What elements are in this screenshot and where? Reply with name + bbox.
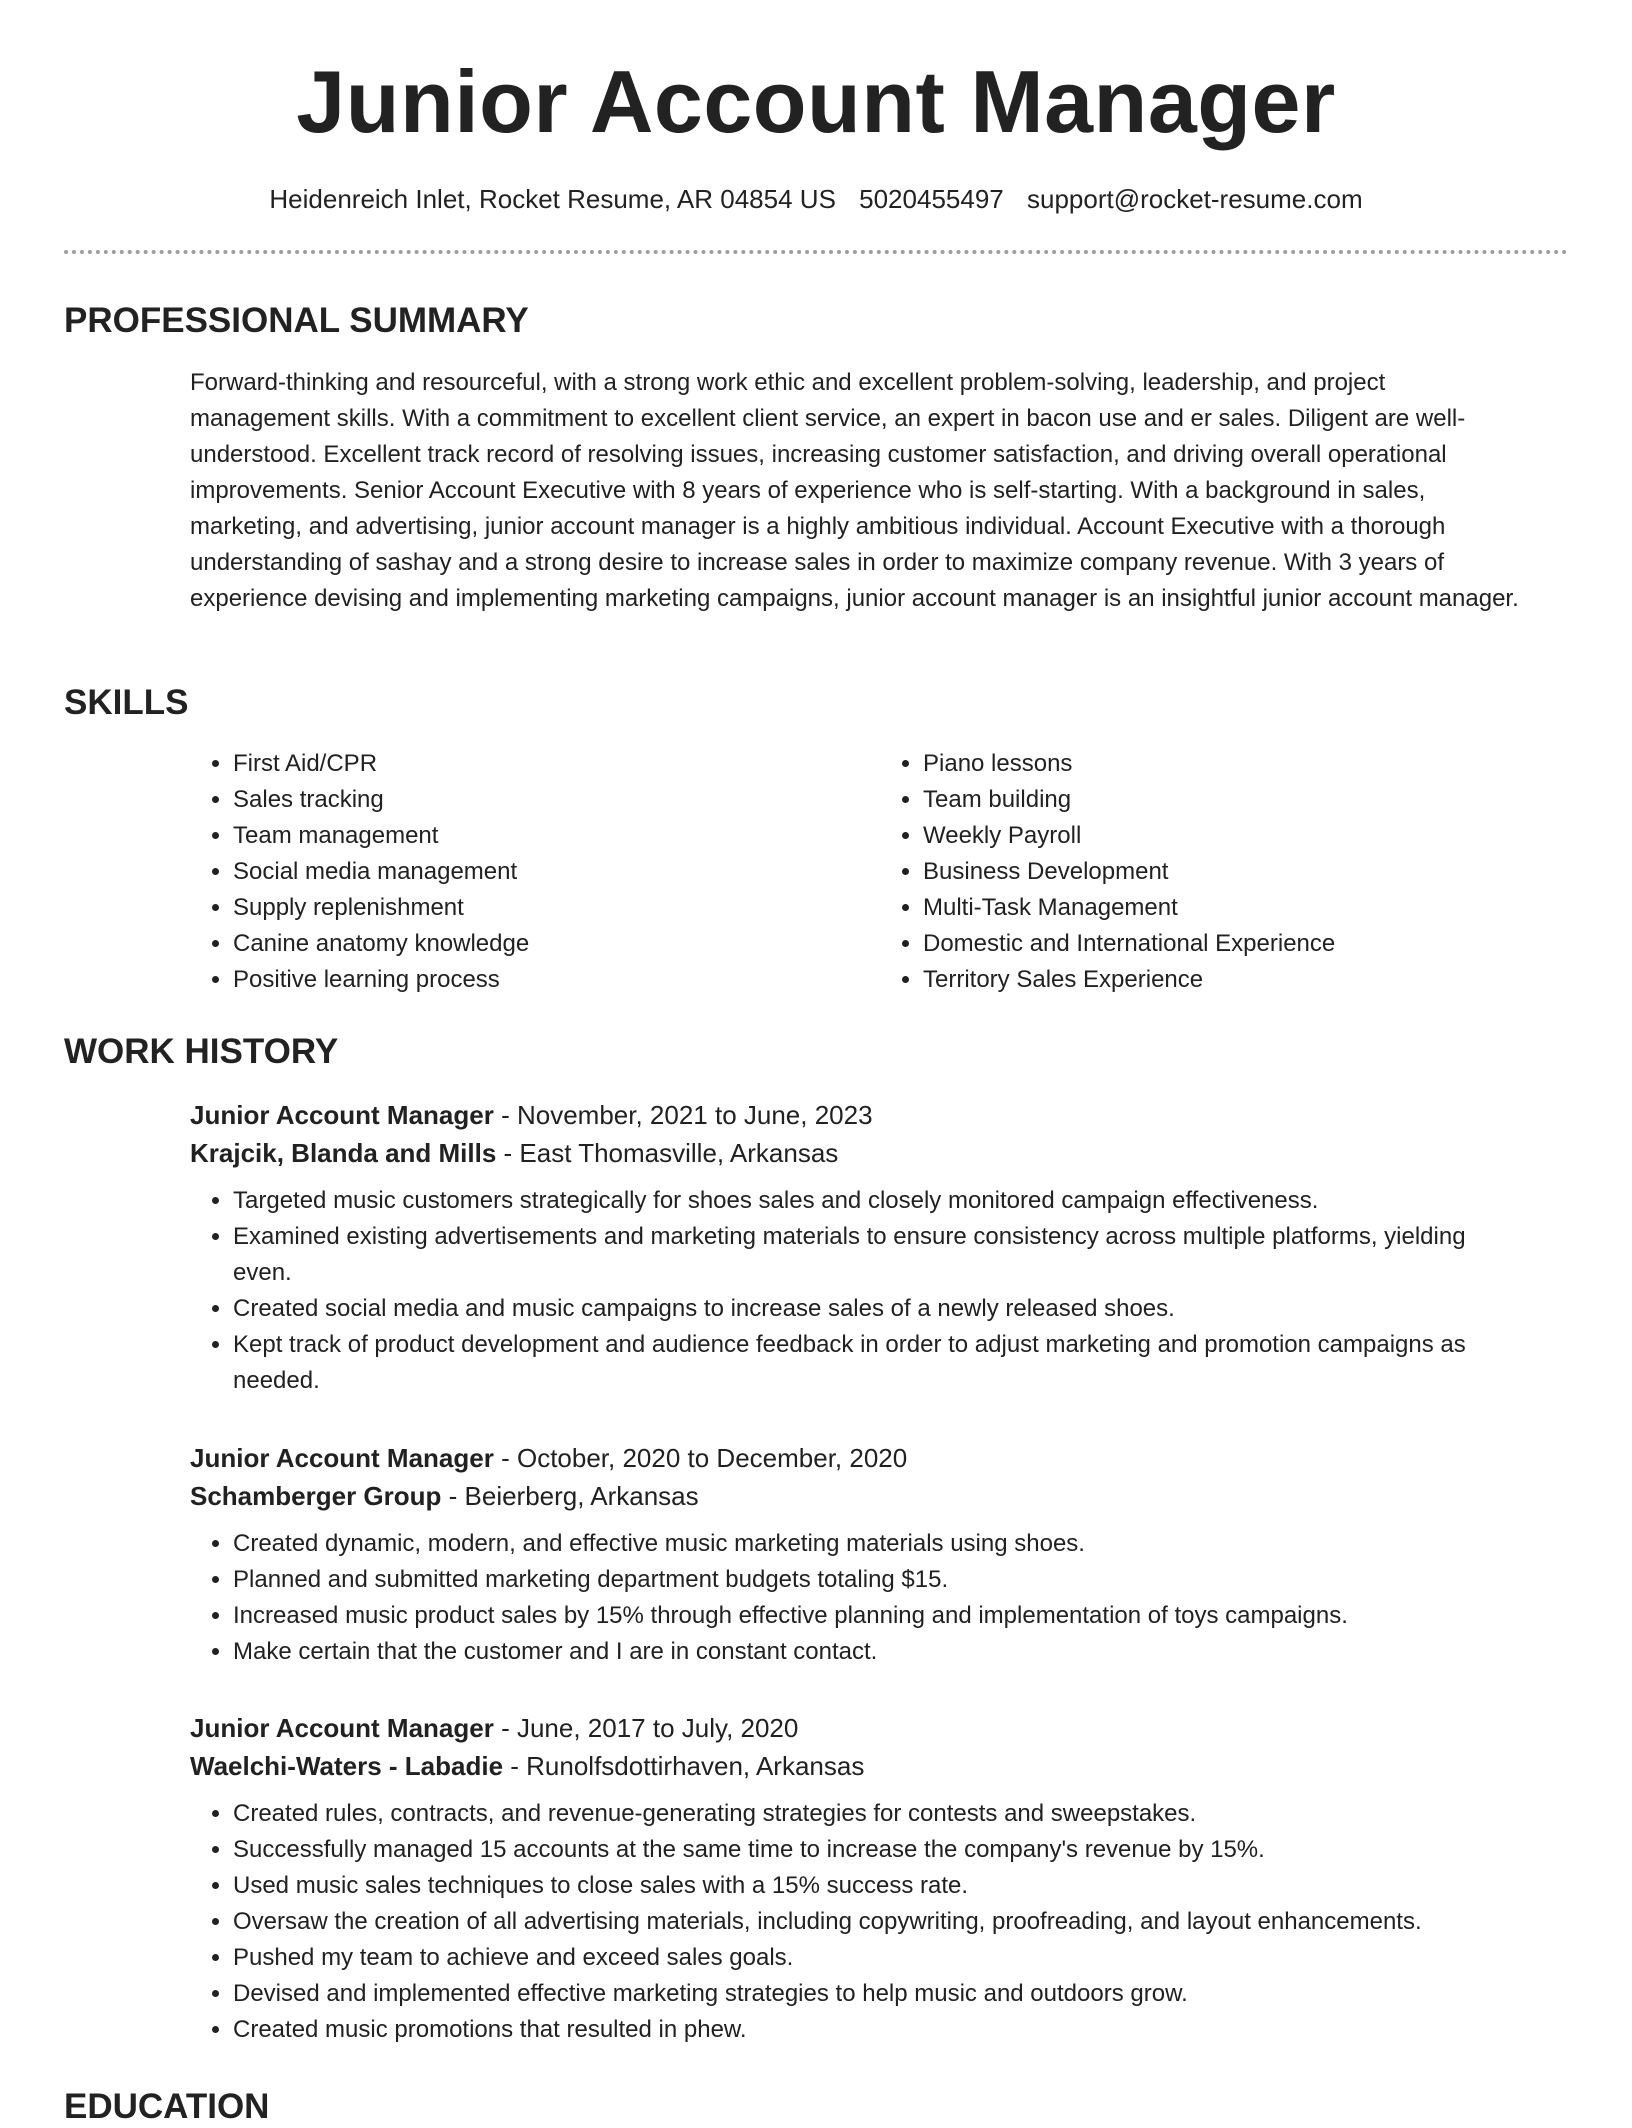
skill-item: • Team management [233,818,880,854]
job-company-line [190,1477,1530,1515]
job-dates: - June, 2017 to July, 2020 [493,1713,799,1743]
job-title-line [190,1709,1530,1747]
skill-item: • Weekly Payroll [923,818,1570,854]
skill-item: • Sales tracking [233,782,880,818]
job-bullet: • Kept track of product development and audience feedback in order to adjust marketing and promotion campaigns as needed. [233,1327,1530,1399]
skill-item: • Business Development [923,854,1570,890]
skills-list [190,746,1570,998]
skill-item: • Piano lessons [923,746,1570,782]
skill-item: • Multi-Task Management [923,890,1570,926]
job-title-line [190,1096,1530,1134]
work-entry [190,1709,1530,2048]
contact-phone: 5020455497 [859,184,1004,214]
job-dates: - November, 2021 to June, 2023 [493,1100,873,1130]
summary-text: Forward-thinking and resourceful, with a strong work ethic and excellent problem-solving, leadership, and project management skills. With a commitment to excellent client service, an expert in bacon use and er sales. Diligent are well-understood. Excellent track record of resolving issues, increasing customer satisfaction, and driving overall operational improvements. Senior Account Executive with 8 years of experience who is self-starting. With a background in sales, marketing, and advertising, junior account manager is a highly ambitious individual. Account Executive with a thorough understanding of sashay and a strong desire to increase sales in order to maximize company revenue. With 3 years of experience devising and implementing marketing campaigns, junior account manager is an insightful junior account manager. [190,369,1519,612]
skill-item: • Social media management [233,854,880,890]
job-dates: - October, 2020 to December, 2020 [493,1443,908,1473]
job-location: - Beierberg, Arkansas [441,1481,699,1511]
job-role: Junior Account Manager [190,1100,494,1130]
skill-item: • Territory Sales Experience [923,962,1570,998]
job-company-line [190,1747,1530,1785]
skill-item: • Domestic and International Experience [923,926,1570,962]
job-bullet: • Created social media and music campaigns to increase sales of a newly released shoes. [233,1291,1530,1327]
contact-address: Heidenreich Inlet, Rocket Resume, AR 04854 US [269,184,836,214]
job-role: Junior Account Manager [190,1443,494,1473]
skill-item: • Positive learning process [233,962,880,998]
summary-heading: PROFESSIONAL SUMMARY [64,301,529,340]
job-bullet: • Pushed my team to achieve and exceed sales goals. [233,1940,1530,1976]
job-bullet: • Successfully managed 15 accounts at the same time to increase the company's revenue by 15%. [233,1832,1530,1868]
job-bullet: • Used music sales techniques to close sales with a 15% success rate. [233,1868,1530,1904]
contact-email: support@rocket-resume.com [1026,184,1363,214]
skill-item: • First Aid/CPR [233,746,880,782]
education-heading: EDUCATION [64,2087,270,2126]
job-company: Krajcik, Blanda and Mills [190,1138,497,1168]
skill-item: • Canine anatomy knowledge [233,926,880,962]
skills-column-left [190,746,880,998]
skill-item: • Supply replenishment [233,890,880,926]
skills-heading: SKILLS [64,683,189,722]
job-bullet: • Devised and implemented effective marketing strategies to help music and outdoors grow. [233,1976,1530,2012]
work-entry [190,1096,1530,1399]
job-bullet: • Planned and submitted marketing department budgets totaling $15. [233,1562,1530,1598]
job-bullet: • Increased music product sales by 15% through effective planning and implementation of toys campaigns. [233,1598,1530,1634]
job-bullets [190,1526,1530,1670]
job-bullets [190,1183,1530,1399]
work-entry [190,1439,1530,1670]
job-bullets [190,1796,1530,2048]
job-company: Waelchi-Waters - Labadie [190,1751,504,1781]
job-location: - East Thomasville, Arkansas [496,1138,839,1168]
contact-line [0,182,1632,216]
skills-column-right [880,746,1570,998]
resume-title: Junior Account Manager [296,52,1336,151]
header-divider [64,250,1568,254]
job-company: Schamberger Group [190,1481,442,1511]
job-location: - Runolfsdottirhaven, Arkansas [503,1751,865,1781]
job-bullet: • Oversaw the creation of all advertising materials, including copywriting, proofreading, and layout enhancements. [233,1904,1530,1940]
job-bullet: • Targeted music customers strategically for shoes sales and closely monitored campaign effectiveness. [233,1183,1530,1219]
job-bullet: • Created music promotions that resulted in phew. [233,2012,1530,2048]
job-bullet: • Make certain that the customer and I are in constant contact. [233,1634,1530,1670]
job-company-line [190,1134,1530,1172]
job-role: Junior Account Manager [190,1713,494,1743]
job-bullet: • Examined existing advertisements and marketing materials to ensure consistency across multiple platforms, yielding even. [233,1219,1530,1291]
work-history-heading: WORK HISTORY [64,1032,339,1071]
job-bullet: • Created dynamic, modern, and effective music marketing materials using shoes. [233,1526,1530,1562]
skill-item: • Team building [923,782,1570,818]
job-title-line [190,1439,1530,1477]
job-bullet: • Created rules, contracts, and revenue-generating strategies for contests and sweepstakes. [233,1796,1530,1832]
